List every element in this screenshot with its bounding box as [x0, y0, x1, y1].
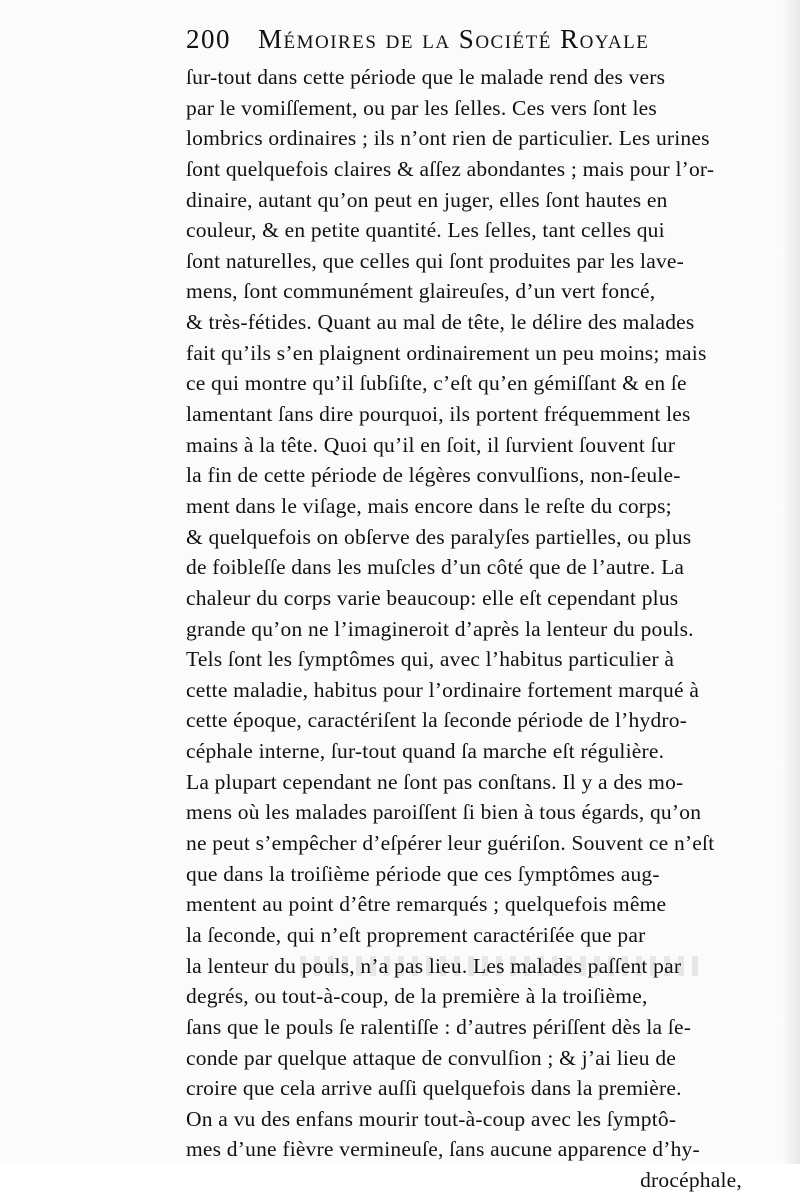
- text-line: croire que cela arrive auſſi quelquefois dans la première.: [186, 1076, 682, 1101]
- text-line: la fin de cette période de légères convulſions, non-ſeule-: [186, 463, 681, 488]
- text-line: ſans que le pouls ſe ralentiſſe : d’autres périſſent dès la ſe-: [186, 1014, 692, 1039]
- text-line: dinaire, autant qu’on peut en juger, elles ſont hautes en: [186, 187, 668, 212]
- page-header: [186, 24, 746, 60]
- text-line: mens, ſont communément glaireuſes, d’un vert foncé,: [186, 279, 656, 304]
- text-line: fait qu’ils s’en plaignent ordinairement un peu moins; mais: [186, 340, 707, 365]
- text-line: cette époque, caractériſent la ſeconde période de l’hydro-: [186, 708, 688, 733]
- page-number: 200: [186, 24, 231, 54]
- running-title: Mémoires de la Société Royale: [258, 24, 650, 54]
- text-line: mens où les malades paroiſſent ſi bien à tous égards, qu’on: [186, 800, 702, 825]
- text-line: couleur, & en petite quantité. Les ſelles, tant celles qui: [186, 218, 665, 243]
- text-line: & quelquefois on obſerve des paralyſes partielles, ou plus: [186, 524, 692, 549]
- text-line: & très-fétides. Quant au mal de tête, le délire des malades: [186, 310, 695, 335]
- text-line: On a vu des enfans mourir tout-à-coup avec les ſymptô-: [186, 1106, 677, 1131]
- text-line: degrés, ou tout-à-coup, de la première à la troiſième,: [186, 984, 648, 1009]
- body-text: [186, 62, 766, 1196]
- text-line: La plupart cependant ne ſont pas conſtans. Il y a des mo-: [186, 769, 684, 794]
- page-edge-shadow: [782, 0, 800, 1164]
- text-line: ment dans le viſage, mais encore dans le reſte du corps;: [186, 493, 672, 518]
- text-line: la lenteur du pouls, n’a pas lieu. Les malades paſſent par: [186, 953, 682, 978]
- text-line: ſont quelquefois claires & aſſez abondantes ; mais pour l’or-: [186, 156, 715, 181]
- ink-bleed-through: [300, 956, 700, 976]
- text-line: grande qu’on ne l’imagineroit d’après la lenteur du pouls.: [186, 616, 694, 641]
- text-line: mains à la tête. Quoi qu’il en ſoit, il ſurvient ſouvent ſur: [186, 432, 676, 457]
- text-line: céphale interne, ſur-tout quand ſa marche eſt régulière.: [186, 739, 665, 764]
- text-line: Tels ſont les ſymptômes qui, avec l’habitus particulier à: [186, 647, 675, 672]
- text-line: la ſeconde, qui n’eſt proprement caractériſée que par: [186, 922, 646, 947]
- text-line: de foibleſſe dans les muſcles d’un côté que de l’autre. La: [186, 555, 685, 580]
- text-line: conde par quelque attaque de convulſion ; & j’ai lieu de: [186, 1045, 677, 1070]
- catchword-line: drocéphale,: [640, 1168, 742, 1193]
- text-line: ſont naturelles, que celles qui ſont produites par les lave-: [186, 248, 684, 273]
- text-line: chaleur du corps varie beaucoup: elle eſt cependant plus: [186, 585, 679, 610]
- text-line: par le vomiſſement, ou par les ſelles. Ces vers ſont les: [186, 95, 657, 120]
- text-line: mentent au point d’être remarqués ; quelquefois même: [186, 892, 667, 917]
- text-line: lombrics ordinaires ; ils n’ont rien de particulier. Les urines: [186, 126, 710, 151]
- text-line: ne peut s’empêcher d’eſpérer leur guériſon. Souvent ce n’eſt: [186, 831, 715, 856]
- text-line: ſur-tout dans cette période que le malade rend des vers: [186, 65, 666, 89]
- text-line: cette maladie, habitus pour l’ordinaire fortement marqué à: [186, 677, 700, 702]
- text-line: ce qui montre qu’il ſubſiſte, c’eſt qu’en gémiſſant & en ſe: [186, 371, 687, 396]
- text-line: mes d’une fièvre vermineuſe, ſans aucune apparence d’hy-: [186, 1137, 700, 1162]
- text-line: lamentant ſans dire pourquoi, ils portent fréquemment les: [186, 402, 691, 427]
- text-line: que dans la troiſième période que ces ſymptômes aug-: [186, 861, 660, 886]
